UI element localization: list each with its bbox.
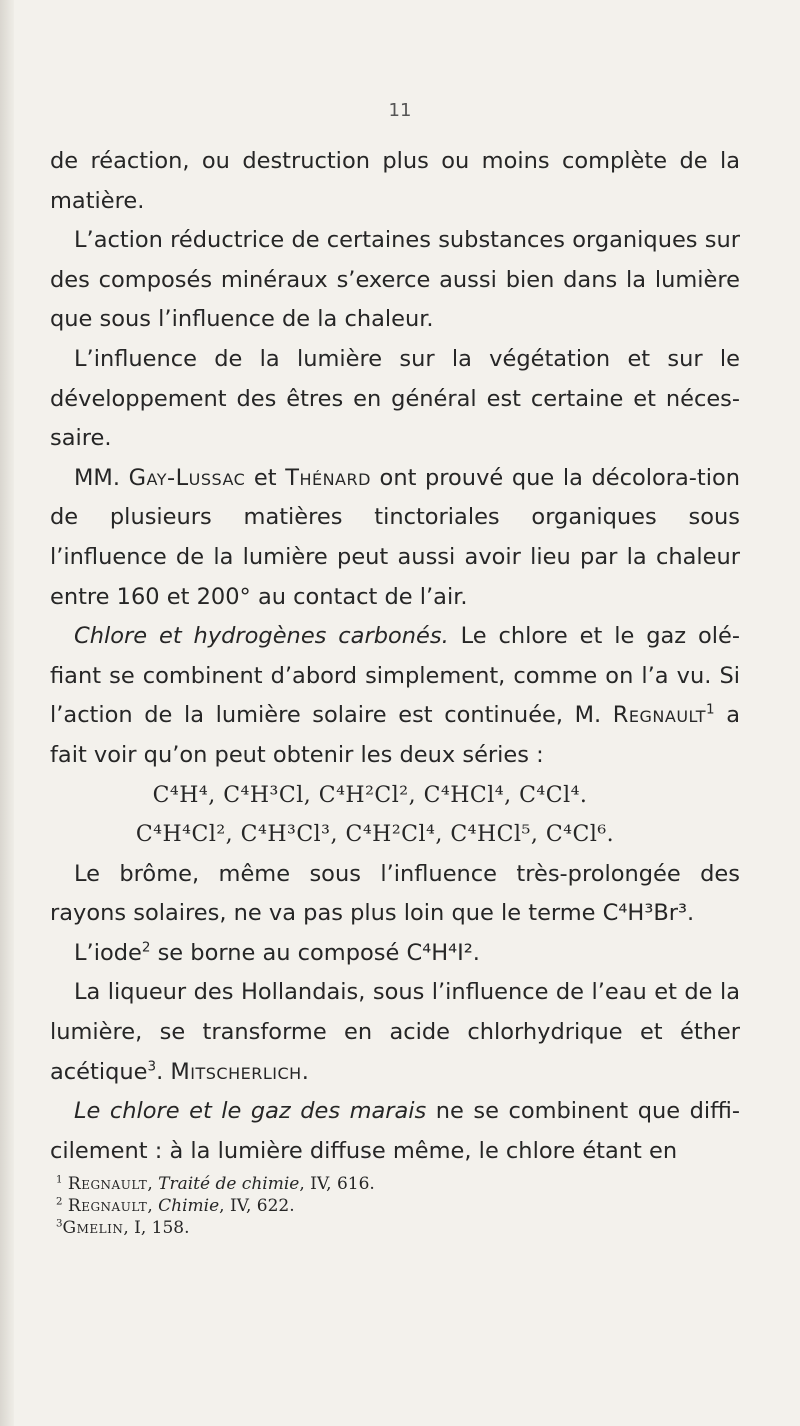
author-thenard: Thénard	[285, 464, 371, 491]
footnote-ref-1: 1	[706, 701, 715, 718]
paragraph-5: Chlore et hydrogènes carbonés. Le chlore et le gaz olé-fiant se combinent d’abord simplement, comme on l’a vu. Si l’action de la lumière solaire est continuée, M. Regnault$^1$ a fait voir qu’on peut obtenir les deux séries :	[50, 623, 740, 768]
paragraph-1: de réaction, ou destruction plus ou moins complète de la matière.	[50, 148, 740, 214]
footnotes	[56, 1173, 656, 1239]
author-gay-lussac: Gay-Lussac	[128, 464, 246, 491]
paragraph-9: Le chlore et le gaz des marais ne se combinent que diffi-cilement : à la lumière diffuse même, le chlore étant en	[50, 1098, 740, 1164]
body-text	[50, 142, 740, 1171]
section-heading-chlore: Chlore et hydrogènes carbonés.	[74, 623, 449, 650]
page-number: 11	[388, 100, 412, 121]
paragraph-3: L’influence de la lumière sur la végétation et sur le développement des êtres en général est certaine et néces-saire.	[50, 345, 740, 452]
paragraph-7: L’iode$^2$ se borne au composé C⁴H⁴I².	[74, 939, 480, 966]
footnote: $^2$ Regnault, Chimie, IV, 622.	[56, 1196, 295, 1216]
page-gutter	[0, 0, 14, 1426]
paragraph-6: Le brôme, même sous l’influence très-prolongée des rayons solaires, ne va pas plus loin que le terme C⁴H³Br³.	[50, 860, 740, 927]
footnote: $^1$ Regnault, Traité de chimie, IV, 616.	[56, 1174, 375, 1194]
footnote-ref-2: 2	[141, 939, 151, 956]
author-mitscherlich: Mitscherlich	[170, 1058, 302, 1085]
footnote-ref-3: 3	[147, 1058, 157, 1075]
author-regnault: Regnault	[612, 702, 707, 729]
formula-series-2: C⁴H⁴Cl², C⁴H³Cl³, C⁴H²Cl⁴, C⁴HCl⁵, C⁴Cl⁶.	[135, 822, 615, 848]
footnote: $^3$Gmelin, I, 158.	[56, 1218, 190, 1238]
section-heading-marais: Le chlore et le gaz des marais	[74, 1098, 427, 1125]
paragraph-2: L’action réductrice de certaines substances organiques sur des composés minéraux s’exerce aussi bien dans la lumière que sous l’influence de la chaleur.	[50, 227, 740, 333]
formula-series-1: C⁴H⁴, C⁴H³Cl, C⁴H²Cl², C⁴HCl⁴, C⁴Cl⁴.	[152, 782, 588, 808]
paragraph-4: MM. Gay-Lussac et Thénard ont prouvé que la décolora-tion de plusieurs matières tinctoriales organiques sous l’influence de la lumière peut aussi avoir lieu par la chaleur entre 160 et 200° au contact de l’air.	[50, 464, 740, 610]
paragraph-8: La liqueur des Hollandais, sous l’influence de l’eau et de la lumière, se transforme en acide chlorhydrique et éther acétique$^3$. Mitscherlich.	[50, 979, 740, 1085]
